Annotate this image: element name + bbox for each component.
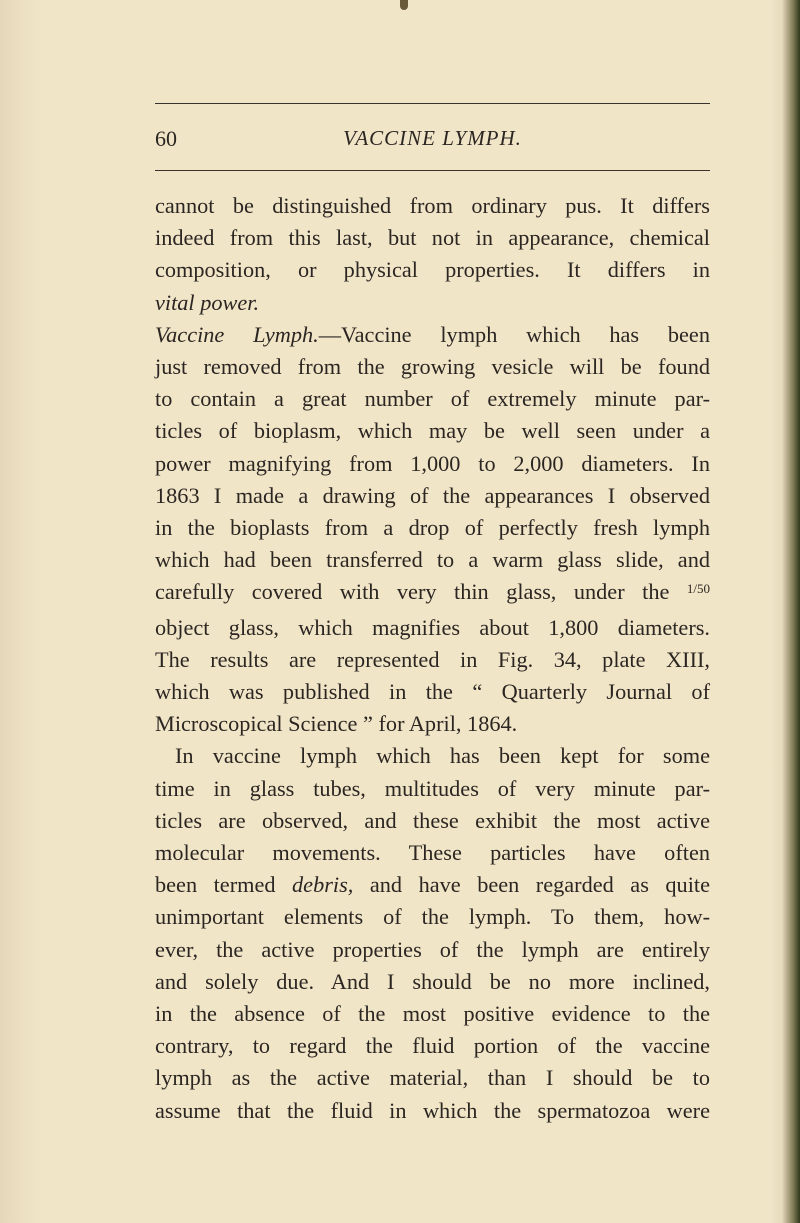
text-line: lymph as the active material, than I should be to	[155, 1065, 710, 1091]
text-line: just removed from the growing vesicle will be found	[155, 354, 710, 380]
text-line: contrary, to regard the fluid portion of the vaccine	[155, 1033, 710, 1059]
text-run: —Vaccine lymph which has been	[318, 321, 710, 347]
text-line: Microscopical Science ” for April, 1864.	[155, 711, 518, 737]
running-head: VACCINE LYMPH.	[343, 126, 522, 150]
italic-phrase: debris,	[292, 872, 354, 898]
text-line: The results are represented in Fig. 34, plate XIII,	[155, 646, 710, 672]
text-line: to contain a great number of extremely minute par-	[155, 386, 710, 412]
text-line: power magnifying from 1,000 to 2,000 diameters. In	[155, 450, 710, 476]
text-line: ever, the active properties of the lymph are entirely	[155, 936, 710, 962]
text-line: molecular movements. These particles have often	[155, 840, 710, 866]
body-text	[155, 190, 710, 1127]
text-line: time in glass tubes, multitudes of very minute par-	[155, 775, 710, 801]
text-line: cannot be distinguished from ordinary pus. It differs	[155, 193, 710, 218]
section-heading: Vaccine Lymph.	[155, 321, 319, 347]
page-edge-shadow	[782, 0, 800, 1223]
text-line: In vaccine lymph which has been kept for some	[175, 743, 710, 769]
text-line	[155, 287, 710, 319]
text-line: composition, or physical properties. It differs in	[155, 257, 710, 283]
text-line: in the absence of the most positive evidence to the	[155, 1001, 710, 1027]
text-line: which was published in the “ Quarterly Journal of	[155, 679, 710, 705]
page-header	[155, 126, 710, 156]
text-run: and have been regarded as quite	[353, 872, 710, 898]
text-line	[155, 319, 710, 351]
fraction: 1/50	[686, 581, 710, 597]
text-line: 1863 I made a drawing of the appearances I observed	[155, 482, 710, 508]
page-number: 60	[155, 126, 177, 151]
header-top-rule	[155, 103, 710, 104]
text-line	[155, 576, 710, 611]
text-line	[155, 869, 710, 901]
text-line: in the bioplasts from a drop of perfectly fresh lymph	[155, 515, 710, 541]
text-run: carefully covered with very thin glass, under the	[155, 579, 670, 605]
text-line: assume that the fluid in which the spermatozoa were	[155, 1097, 710, 1123]
italic-phrase: vital power.	[155, 289, 260, 315]
text-line: ticles of bioplasm, which may be well seen under a	[155, 418, 710, 444]
header-bottom-rule	[155, 170, 710, 171]
text-line: and solely due. And I should be no more inclined,	[155, 968, 710, 994]
text-line: which had been transferred to a warm glass slide, and	[155, 547, 710, 573]
binding-mark	[400, 0, 408, 10]
text-line: ticles are observed, and these exhibit the most active	[155, 807, 710, 833]
text-line: object glass, which magnifies about 1,800 diameters.	[155, 614, 710, 640]
text-run: been termed	[155, 872, 293, 898]
text-line: indeed from this last, but not in appearance, chemical	[155, 225, 710, 251]
text-line: unimportant elements of the lymph. To them, how-	[155, 904, 710, 930]
